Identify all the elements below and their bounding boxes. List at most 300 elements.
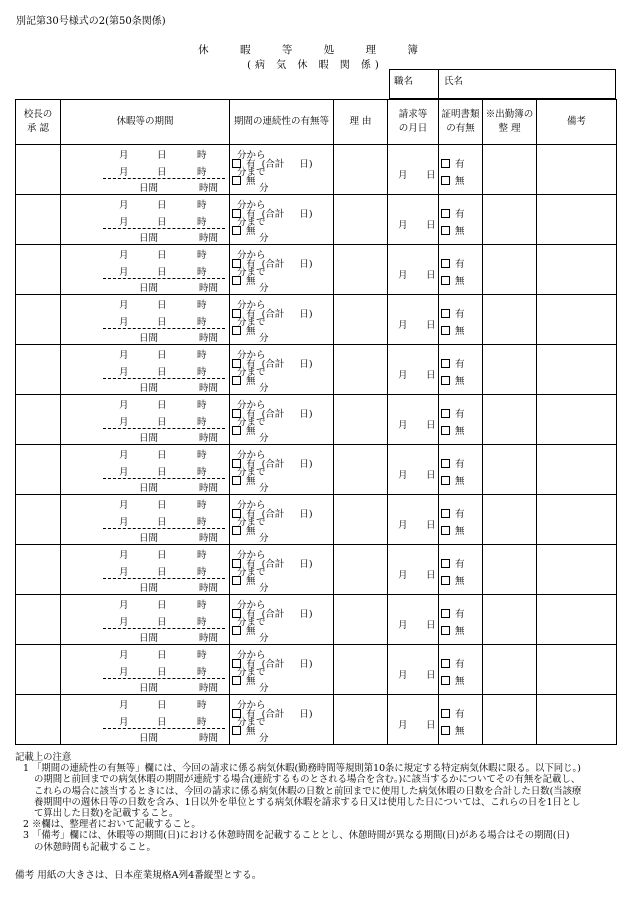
checkbox-cert-no[interactable] (441, 376, 450, 385)
period-cell[interactable] (61, 445, 269, 495)
period-cell[interactable] (61, 545, 269, 595)
period-cell[interactable] (61, 595, 269, 645)
header-remarks: 備考 (537, 100, 617, 145)
hour-label: 時 (197, 350, 207, 361)
certificate-cell[interactable] (439, 645, 483, 695)
request-date-cell[interactable] (388, 345, 439, 395)
dashed-divider (103, 628, 225, 629)
approval-cell[interactable] (16, 445, 61, 495)
approval-cell[interactable] (16, 145, 61, 195)
month-label: 月 (119, 150, 129, 161)
yes-label: 有 (455, 409, 465, 420)
checkbox-cert-no[interactable] (441, 176, 450, 185)
approval-cell[interactable] (16, 395, 61, 445)
request-date-cell[interactable] (388, 395, 439, 445)
attendance-cell[interactable] (483, 395, 537, 445)
day-label: 日 (157, 167, 167, 178)
yes-label: 有 (246, 659, 256, 670)
attendance-cell[interactable] (483, 445, 537, 495)
yes-label: 有 (455, 459, 465, 470)
remarks-cell[interactable] (537, 495, 617, 545)
approval-cell[interactable] (16, 345, 61, 395)
yes-label: 有 (246, 209, 256, 220)
total-close-label: 日) (299, 159, 313, 170)
hour-label: 時 (197, 550, 207, 561)
request-date-cell[interactable] (388, 645, 439, 695)
minutes-label: 分 (259, 333, 269, 344)
hour-label: 時 (197, 667, 207, 678)
hour-label: 時 (197, 267, 207, 278)
continuity-cell[interactable] (230, 695, 334, 745)
no-label: 無 (455, 676, 465, 687)
continuity-cell[interactable] (230, 495, 334, 545)
total-open-label: (合計 (261, 309, 285, 320)
days-label: 日間 (139, 733, 159, 744)
remarks-cell[interactable] (537, 245, 617, 295)
hour-label: 時 (197, 300, 207, 311)
checkbox-no[interactable] (232, 726, 241, 735)
hour-label: 時 (197, 717, 207, 728)
hour-label: 時 (197, 200, 207, 211)
remarks-cell[interactable] (537, 295, 617, 345)
month-label: 月 (119, 717, 129, 728)
reason-cell[interactable] (334, 295, 388, 345)
month-label: 月 (119, 367, 129, 378)
no-label: 無 (246, 576, 256, 587)
name-box (389, 69, 616, 99)
dashed-divider (103, 678, 225, 679)
reason-cell[interactable] (334, 645, 388, 695)
minute-to-label: 分まで (237, 617, 266, 628)
checkbox-cert-no[interactable] (441, 426, 450, 435)
month-label: 月 (119, 700, 129, 711)
total-close-label: 日) (299, 409, 313, 420)
checkbox-yes[interactable] (232, 659, 241, 668)
hour-label: 時 (197, 500, 207, 511)
approval-cell[interactable] (16, 495, 61, 545)
dashed-divider (103, 228, 225, 229)
remarks-cell[interactable] (537, 145, 617, 195)
dashed-divider (103, 428, 225, 429)
certificate-cell[interactable] (439, 445, 483, 495)
checkbox-cert-yes[interactable] (441, 659, 450, 668)
checkbox-no[interactable] (232, 426, 241, 435)
certificate-cell[interactable] (439, 295, 483, 345)
remarks-cell[interactable] (537, 645, 617, 695)
minute-from-label: 分から (237, 150, 266, 161)
request-day-label: 日 (426, 370, 436, 381)
request-date-cell[interactable] (388, 295, 439, 345)
day-label: 日 (157, 700, 167, 711)
checkbox-cert-no[interactable] (441, 676, 450, 685)
period-cell[interactable] (61, 395, 269, 445)
total-open-label: (合計 (261, 259, 285, 270)
certificate-cell[interactable] (439, 345, 483, 395)
approval-cell[interactable] (16, 295, 61, 345)
dashed-divider (103, 528, 225, 529)
yes-label: 有 (246, 559, 256, 570)
minute-to-label: 分まで (237, 167, 266, 178)
dashed-divider (103, 578, 225, 579)
month-label: 月 (119, 400, 129, 411)
days-label: 日間 (139, 183, 159, 194)
minute-from-label: 分から (237, 250, 266, 261)
checkbox-no[interactable] (232, 326, 241, 335)
minutes-label: 分 (259, 583, 269, 594)
checkbox-cert-yes[interactable] (441, 159, 450, 168)
reason-cell[interactable] (334, 245, 388, 295)
total-close-label: 日) (299, 609, 313, 620)
checkbox-cert-no[interactable] (441, 326, 450, 335)
no-label: 無 (455, 626, 465, 637)
day-label: 日 (157, 217, 167, 228)
reason-cell[interactable] (334, 145, 388, 195)
yes-label: 有 (455, 559, 465, 570)
checkbox-cert-yes[interactable] (441, 609, 450, 618)
request-date-cell[interactable] (388, 195, 439, 245)
total-close-label: 日) (299, 309, 313, 320)
request-month-label: 月 (398, 670, 408, 681)
period-cell[interactable] (61, 495, 269, 545)
period-cell[interactable] (61, 645, 269, 695)
approval-cell[interactable] (16, 595, 61, 645)
checkbox-cert-no[interactable] (441, 726, 450, 735)
header-continuity: 期間の連続性の有無等 (230, 100, 334, 145)
minute-to-label: 分まで (237, 417, 266, 428)
certificate-cell[interactable] (439, 245, 483, 295)
note-1-cont: の期間と前回までの病気休暇の期間が連続する場合(連続するものとされる場合を含む。)に該当するかについてその有無を記載し、 (34, 774, 581, 786)
reason-cell[interactable] (334, 545, 388, 595)
day-label: 日 (157, 617, 167, 628)
checkbox-cert-yes[interactable] (441, 509, 450, 518)
attendance-cell[interactable] (483, 545, 537, 595)
document-title: 休 暇 等 処 理 簿 (198, 44, 432, 56)
request-month-label: 月 (398, 570, 408, 581)
minute-from-label: 分から (237, 350, 266, 361)
hour-label: 時 (197, 417, 207, 428)
reason-cell[interactable] (334, 195, 388, 245)
day-label: 日 (157, 567, 167, 578)
header-approval: 校長の 承 認 (16, 100, 61, 145)
request-date-cell[interactable] (388, 495, 439, 545)
period-cell[interactable] (61, 345, 269, 395)
remarks-cell[interactable] (537, 395, 617, 445)
checkbox-cert-yes[interactable] (441, 359, 450, 368)
checkbox-cert-no[interactable] (441, 576, 450, 585)
note-1: 1 「期間の連続性の有無等」欄には、今回の請求に係る病気休暇(勤務時間等規則第10条に規定する特定病気休暇に限る。以下同じ。) (23, 763, 581, 775)
remarks-cell[interactable] (537, 545, 617, 595)
table-row (16, 595, 617, 645)
minute-to-label: 分まで (237, 517, 266, 528)
certificate-cell[interactable] (439, 545, 483, 595)
hours-label: 時間 (199, 733, 219, 744)
day-label: 日 (157, 250, 167, 261)
no-label: 無 (455, 226, 465, 237)
checkbox-yes[interactable] (232, 409, 241, 418)
checkbox-yes[interactable] (232, 209, 241, 218)
days-label: 日間 (139, 683, 159, 694)
total-close-label: 日) (299, 209, 313, 220)
days-label: 日間 (139, 433, 159, 444)
request-day-label: 日 (426, 270, 436, 281)
yes-label: 有 (246, 259, 256, 270)
period-cell[interactable] (61, 295, 269, 345)
request-date-cell[interactable] (388, 545, 439, 595)
reason-cell[interactable] (334, 595, 388, 645)
total-open-label: (合計 (261, 409, 285, 420)
hours-label: 時間 (199, 233, 219, 244)
checkbox-cert-no[interactable] (441, 476, 450, 485)
table-row (16, 645, 617, 695)
checkbox-yes[interactable] (232, 259, 241, 268)
total-close-label: 日) (299, 559, 313, 570)
request-month-label: 月 (398, 720, 408, 731)
month-label: 月 (119, 350, 129, 361)
certificate-cell[interactable] (439, 395, 483, 445)
attendance-cell[interactable] (483, 495, 537, 545)
checkbox-cert-yes[interactable] (441, 709, 450, 718)
remarks-cell[interactable] (537, 195, 617, 245)
remarks-cell[interactable] (537, 595, 617, 645)
day-label: 日 (157, 667, 167, 678)
minute-to-label: 分まで (237, 367, 266, 378)
minute-from-label: 分から (237, 700, 266, 711)
total-close-label: 日) (299, 359, 313, 370)
day-label: 日 (157, 317, 167, 328)
approval-cell[interactable] (16, 695, 61, 745)
checkbox-no[interactable] (232, 576, 241, 585)
attendance-cell[interactable] (483, 245, 537, 295)
day-label: 日 (157, 300, 167, 311)
continuity-cell[interactable] (230, 295, 334, 345)
continuity-cell[interactable] (230, 345, 334, 395)
checkbox-yes[interactable] (232, 509, 241, 518)
checkbox-yes[interactable] (232, 559, 241, 568)
certificate-cell[interactable] (439, 695, 483, 745)
checkbox-cert-yes[interactable] (441, 459, 450, 468)
checkbox-yes[interactable] (232, 359, 241, 368)
continuity-cell[interactable] (230, 445, 334, 495)
minute-to-label: 分まで (237, 267, 266, 278)
yes-label: 有 (455, 209, 465, 220)
checkbox-no[interactable] (232, 276, 241, 285)
certificate-cell[interactable] (439, 145, 483, 195)
checkbox-cert-yes[interactable] (441, 559, 450, 568)
request-month-label: 月 (398, 170, 408, 181)
period-cell[interactable] (61, 245, 269, 295)
month-label: 月 (119, 200, 129, 211)
minutes-label: 分 (259, 433, 269, 444)
minutes-label: 分 (259, 183, 269, 194)
day-label: 日 (157, 550, 167, 561)
notes-section (15, 752, 617, 853)
month-label: 月 (119, 300, 129, 311)
continuity-cell[interactable] (230, 545, 334, 595)
checkbox-yes[interactable] (232, 459, 241, 468)
request-month-label: 月 (398, 320, 408, 331)
dashed-divider (103, 328, 225, 329)
table-row (16, 195, 617, 245)
attendance-cell[interactable] (483, 695, 537, 745)
hour-label: 時 (197, 617, 207, 628)
checkbox-cert-yes[interactable] (441, 209, 450, 218)
month-label: 月 (119, 567, 129, 578)
minute-to-label: 分まで (237, 467, 266, 478)
minutes-label: 分 (259, 283, 269, 294)
approval-cell[interactable] (16, 545, 61, 595)
minute-to-label: 分まで (237, 667, 266, 678)
days-label: 日間 (139, 583, 159, 594)
checkbox-cert-no[interactable] (441, 276, 450, 285)
checkbox-cert-yes[interactable] (441, 409, 450, 418)
minute-from-label: 分から (237, 500, 266, 511)
period-cell[interactable] (61, 695, 269, 745)
yes-label: 有 (246, 359, 256, 370)
request-date-cell[interactable] (388, 245, 439, 295)
continuity-cell[interactable] (230, 245, 334, 295)
note-1-cont: これらの場合に該当するときには、今回の請求に係る病気休暇の日数と前回までに使用した病気休暇の日数を合計した日数(当該療 (34, 785, 582, 797)
yes-label: 有 (246, 609, 256, 620)
total-close-label: 日) (299, 459, 313, 470)
days-label: 日間 (139, 483, 159, 494)
table-row (16, 495, 617, 545)
remarks-cell[interactable] (537, 445, 617, 495)
table-row (16, 145, 617, 195)
continuity-cell[interactable] (230, 195, 334, 245)
month-label: 月 (119, 267, 129, 278)
no-label: 無 (246, 276, 256, 287)
request-date-cell[interactable] (388, 145, 439, 195)
month-label: 月 (119, 217, 129, 228)
day-label: 日 (157, 500, 167, 511)
month-label: 月 (119, 600, 129, 611)
minute-to-label: 分まで (237, 217, 266, 228)
certificate-cell[interactable] (439, 195, 483, 245)
dashed-divider (103, 478, 225, 479)
period-cell[interactable] (61, 145, 269, 195)
hour-label: 時 (197, 167, 207, 178)
remarks-cell[interactable] (537, 345, 617, 395)
total-open-label: (合計 (261, 209, 285, 220)
header-period: 休暇等の期間 (61, 100, 230, 145)
minute-from-label: 分から (237, 300, 266, 311)
hour-label: 時 (197, 517, 207, 528)
remarks-cell[interactable] (537, 695, 617, 745)
period-cell[interactable] (61, 195, 269, 245)
day-label: 日 (157, 450, 167, 461)
no-label: 無 (246, 526, 256, 537)
certificate-cell[interactable] (439, 495, 483, 545)
hours-label: 時間 (199, 483, 219, 494)
hour-label: 時 (197, 367, 207, 378)
checkbox-no[interactable] (232, 376, 241, 385)
minute-to-label: 分まで (237, 717, 266, 728)
month-label: 月 (119, 500, 129, 511)
no-label: 無 (455, 176, 465, 187)
checkbox-yes[interactable] (232, 159, 241, 168)
checkbox-no[interactable] (232, 626, 241, 635)
month-label: 月 (119, 167, 129, 178)
no-label: 無 (246, 426, 256, 437)
table-row (16, 345, 617, 395)
leave-record-table (15, 99, 617, 745)
checkbox-cert-no[interactable] (441, 226, 450, 235)
checkbox-yes[interactable] (232, 309, 241, 318)
dashed-divider (103, 728, 225, 729)
yes-label: 有 (455, 659, 465, 670)
checkbox-cert-no[interactable] (441, 626, 450, 635)
checkbox-yes[interactable] (232, 709, 241, 718)
checkbox-no[interactable] (232, 676, 241, 685)
approval-cell[interactable] (16, 645, 61, 695)
document-subtitle: (病 気 休 暇 関 係) (247, 60, 383, 71)
attendance-cell[interactable] (483, 195, 537, 245)
checkbox-no[interactable] (232, 526, 241, 535)
reason-cell[interactable] (334, 695, 388, 745)
header-reason: 理 由 (334, 100, 388, 145)
request-day-label: 日 (426, 170, 436, 181)
request-day-label: 日 (426, 720, 436, 731)
reason-cell[interactable] (334, 395, 388, 445)
total-open-label: (合計 (261, 159, 285, 170)
continuity-cell[interactable] (230, 645, 334, 695)
day-label: 日 (157, 717, 167, 728)
checkbox-no[interactable] (232, 226, 241, 235)
reason-cell[interactable] (334, 495, 388, 545)
yes-label: 有 (455, 309, 465, 320)
attendance-cell[interactable] (483, 345, 537, 395)
checkbox-no[interactable] (232, 176, 241, 185)
hour-label: 時 (197, 567, 207, 578)
approval-cell[interactable] (16, 245, 61, 295)
continuity-cell[interactable] (230, 395, 334, 445)
hours-label: 時間 (199, 283, 219, 294)
continuity-cell[interactable] (230, 145, 334, 195)
checkbox-cert-yes[interactable] (441, 259, 450, 268)
name-label: 氏名 (444, 76, 464, 87)
note-3: 3 「備考」欄には、休暇等の期間(日)における休憩時間を記載することとし、休憩時間が異なる期間(日)がある場合はその期間(日) (23, 830, 570, 842)
hours-label: 時間 (199, 333, 219, 344)
request-date-cell[interactable] (388, 695, 439, 745)
checkbox-cert-no[interactable] (441, 526, 450, 535)
checkbox-no[interactable] (232, 476, 241, 485)
yes-label: 有 (246, 709, 256, 720)
attendance-cell[interactable] (483, 295, 537, 345)
continuity-cell[interactable] (230, 595, 334, 645)
minute-to-label: 分まで (237, 317, 266, 328)
reason-cell[interactable] (334, 345, 388, 395)
attendance-cell[interactable] (483, 145, 537, 195)
request-month-label: 月 (398, 370, 408, 381)
day-label: 日 (157, 267, 167, 278)
yes-label: 有 (455, 159, 465, 170)
dashed-divider (103, 178, 225, 179)
attendance-cell[interactable] (483, 595, 537, 645)
checkbox-cert-yes[interactable] (441, 309, 450, 318)
attendance-cell[interactable] (483, 645, 537, 695)
approval-cell[interactable] (16, 195, 61, 245)
request-date-cell[interactable] (388, 595, 439, 645)
minute-from-label: 分から (237, 650, 266, 661)
hours-label: 時間 (199, 683, 219, 694)
checkbox-yes[interactable] (232, 609, 241, 618)
position-label: 職名 (394, 76, 414, 87)
request-date-cell[interactable] (388, 445, 439, 495)
hour-label: 時 (197, 467, 207, 478)
reason-cell[interactable] (334, 445, 388, 495)
certificate-cell[interactable] (439, 595, 483, 645)
minutes-label: 分 (259, 633, 269, 644)
